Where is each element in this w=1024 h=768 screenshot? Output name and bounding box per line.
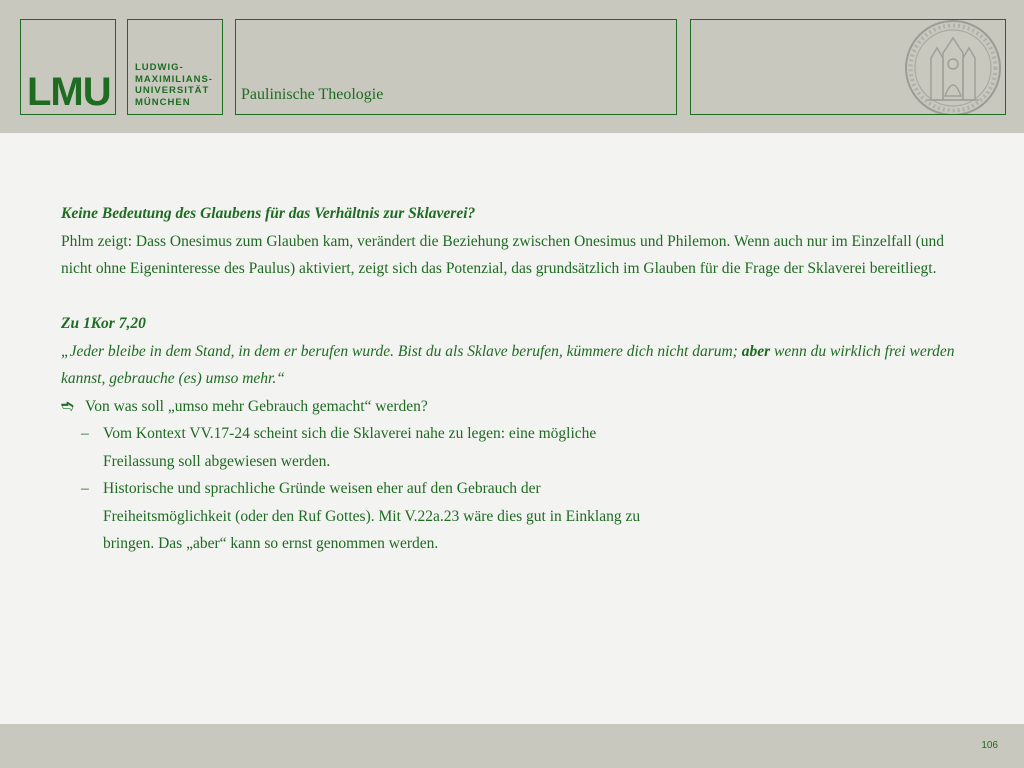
university-name: [135, 62, 213, 108]
course-title-box: [235, 19, 677, 115]
footer-bar: [0, 724, 1024, 768]
list-item: [81, 475, 661, 558]
logo-text: LMU: [27, 70, 111, 114]
arrow-icon: ➬: [61, 397, 74, 415]
list-item: [81, 420, 661, 475]
quote-emphasis: aber: [741, 342, 771, 360]
slide-content: [61, 200, 961, 558]
question-line: [61, 393, 961, 421]
header-bar: [0, 0, 1024, 133]
quote-1kor: [61, 338, 961, 393]
dash-icon: –: [81, 425, 89, 442]
spacer: [61, 283, 961, 311]
quote-part: „Jeder bleibe in dem Stand, in dem er berufen wurde. Bist du als Sklave berufen, kümmere dich nicht darum;: [61, 342, 742, 360]
quote-part: wenn du wirklich frei werden kannst, gebrauche (es) umso mehr.“: [61, 342, 955, 387]
university-line: UNIVERSITÄT: [135, 85, 210, 96]
university-line: MÜNCHEN: [135, 96, 191, 108]
university-seal-icon: [903, 19, 1003, 115]
dash-icon: –: [81, 480, 89, 497]
bullet-text: Historische und sprachliche Gründe weisen eher auf den Gebrauch der Freiheitsmöglichkeit (oder den Ruf Gottes). Mit V.22a.23 wäre dies gut in Einklang zu bringen. Das „aber“ kann so ernst genommen werden.: [103, 480, 641, 552]
lmu-logo: [20, 19, 116, 115]
university-line: MAXIMILIANS-: [135, 73, 213, 85]
university-line: LUDWIG-: [135, 62, 184, 73]
question-text: Von was soll „umso mehr Gebrauch gemacht“ werden?: [85, 397, 428, 415]
paragraph-philemon: Phlm zeigt: Dass Onesimus zum Glauben kam, verändert die Beziehung zwischen Onesimus und Philemon. Wenn auch nur im Einzelfall (und nicht ohne Eigeninteresse des Paulus) aktiviert, zeigt sich das Potenzial, das grundsätzlich im Glauben für die Frage der Sklaverei bereitliegt.: [61, 232, 945, 277]
page-number: 106: [981, 740, 998, 751]
bullet-text: Vom Kontext VV.17-24 scheint sich die Sklaverei nahe zu legen: eine mögliche Freilassung soll abgewiesen werden.: [103, 425, 597, 470]
heading-1kor: Zu 1Kor 7,20: [61, 315, 146, 332]
heading-slavery: Keine Bedeutung des Glaubens für das Verhältnis zur Sklaverei?: [61, 205, 476, 222]
seal-box: [690, 19, 1006, 115]
university-name-box: [127, 19, 223, 115]
course-title: Paulinische Theologie: [241, 86, 384, 103]
